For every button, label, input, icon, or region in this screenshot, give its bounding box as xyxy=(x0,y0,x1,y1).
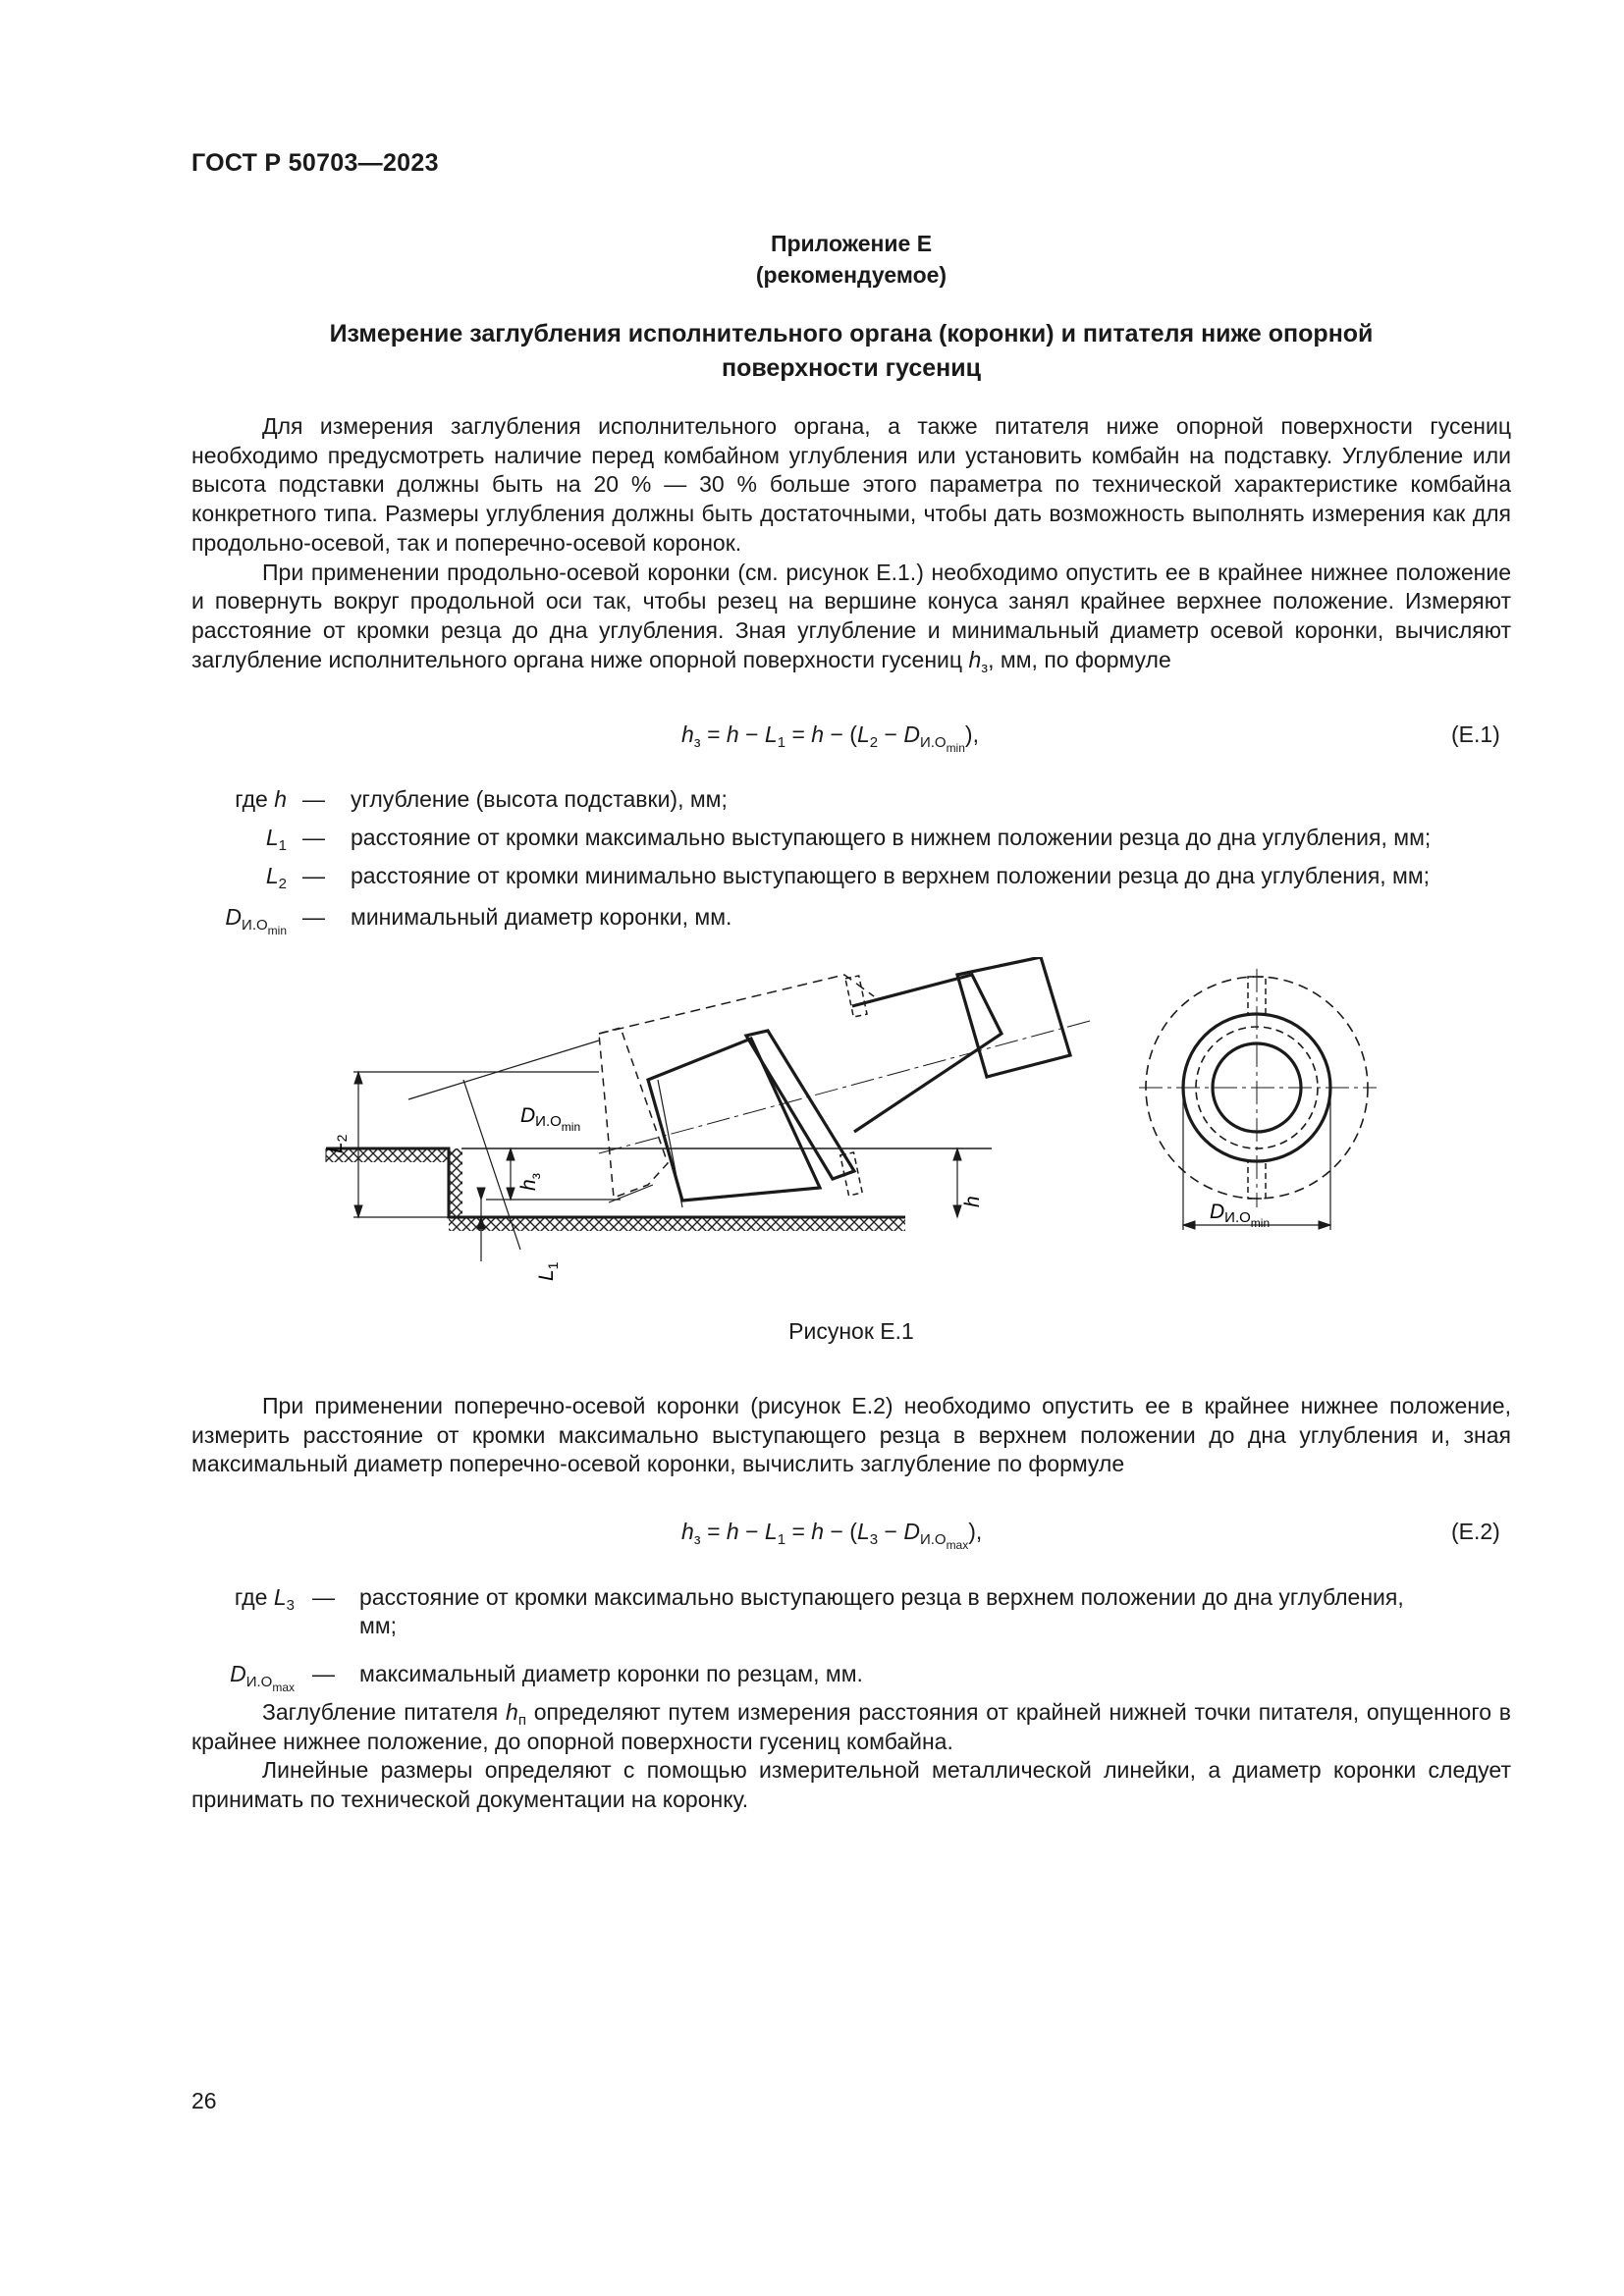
section-title xyxy=(191,317,1511,386)
def-subsubscript: min xyxy=(267,924,287,937)
def-subscript: 1 xyxy=(278,837,287,854)
def-symbol: h xyxy=(274,786,287,812)
formula-2-number: (Е.2) xyxy=(1451,1519,1500,1544)
crown-cone-dashed xyxy=(599,975,874,1034)
def-dash: — xyxy=(302,786,325,812)
formula-2-expression: $h_з = h - L_1 = h - (L_3 - D_{И.О_{max}})$, xyxy=(681,1519,983,1552)
def-symbol: D xyxy=(225,904,243,930)
page-number: 26 xyxy=(191,2088,217,2113)
def-symbol: L xyxy=(265,825,279,850)
paragraph-4-symbol: h xyxy=(506,1699,518,1725)
paragraph-2-symbol: h xyxy=(968,646,982,672)
document-header: ГОСТ Р 50703—2023 xyxy=(191,149,439,177)
paragraph-2-end: , мм, по формуле xyxy=(988,646,1171,672)
ground-lower-hatch-right xyxy=(699,1217,905,1231)
crown-axis xyxy=(599,1021,1090,1153)
label-D-min: $DИ.О_{min}$ xyxy=(520,1104,581,1134)
label-D-end: $DИ.О_{min}$ xyxy=(1210,1201,1271,1230)
def-dash: — xyxy=(312,1661,335,1686)
body-text-block-3 xyxy=(191,1698,1511,1815)
def-subsubscript: max xyxy=(272,1681,295,1694)
def-text: расстояние от кромки максимально выступающего резца в верхнем положении до дна углубления, xyxy=(359,1584,1404,1610)
crown-cone xyxy=(648,1039,820,1201)
def-dash: — xyxy=(312,1584,335,1610)
paragraph-1: Для измерения заглубления исполнительного органа, а также питателя ниже опорной поверхности гусениц необходимо предусмотреть наличие перед комбайном углубления или установить комбайн на подставку. Углубление или высота подставки должны быть на 20 % — 30 % больше этого параметра по технической характеристике комбайна конкретного типа. Размеры углубления должны быть достаточными, чтобы дать возможность выполнять измерения как для продольно-осевой, так и поперечно-осевой коронок. xyxy=(191,413,1511,556)
crown-flange xyxy=(746,1031,854,1179)
label-h: h xyxy=(961,1196,984,1207)
label-L1: $L_1$ xyxy=(535,1261,561,1281)
def-text: максимальный диаметр коронки по резцам, мм. xyxy=(359,1661,863,1686)
appendix-label: Приложение Е xyxy=(770,231,933,256)
paragraph-2-subscript: з xyxy=(981,659,989,676)
def-text: углубление (высота подставки), мм; xyxy=(351,786,728,812)
paragraph-5: Линейные размеры определяют с помощью измерительной металлической линейки, а диаметр коронки следует принимать по технической документации на коронку. xyxy=(191,1757,1511,1813)
appendix-status: (рекомендуемое) xyxy=(755,262,947,288)
motor-housing xyxy=(957,957,1070,1077)
def-text: расстояние от кромки максимально выступающего в нижнем положении резца до дна углубления, мм; xyxy=(351,825,1432,850)
cutter-dashed-bottom xyxy=(840,1152,862,1196)
ground-lower-hatch xyxy=(449,1217,699,1231)
def-dash: — xyxy=(302,825,325,850)
formula-2 xyxy=(681,1519,983,1552)
title-line-1: Измерение заглубления исполнительного органа (коронки) и питателя ниже опорной xyxy=(329,320,1374,347)
def-prefix: где xyxy=(235,786,268,812)
paragraph-4-subscript: п xyxy=(517,1712,526,1729)
step-hatch xyxy=(449,1148,462,1217)
def-subscript: И.О xyxy=(245,1674,273,1690)
paragraph-2-text: При применении продольно-осевой коронки (см. рисунок Е.1.) необходимо опустить ее в крайнее нижнее положение и повернуть вокруг продольной оси так, чтобы резец на вершине конуса занял крайнее верхнее положение. Измеряют расстояние от кромки резца до дна углубления. Зная углубление и минимальный диаметр осевой коронки, вычисляют заглубление исполнительного органа ниже опорной поверхности гусениц xyxy=(191,559,1511,672)
def-symbol: L xyxy=(265,863,279,888)
def-symbol: D xyxy=(230,1661,246,1686)
def-subscript: 3 xyxy=(286,1597,295,1614)
def-text: минимальный диаметр коронки, мм. xyxy=(351,904,732,930)
paragraph-3: При применении поперечно-осевой коронки (рисунок Е.2) необходимо опустить ее в крайнее нижнее положение, измерить расстояние от кромки максимально выступающего резца в верхнем положении до дна углубления и, зная максимальный диаметр поперечно-осевой коронки, вычислить заглубление по формуле xyxy=(191,1393,1511,1477)
def-subscript: И.О xyxy=(242,917,268,934)
figure-caption: Рисунок Е.1 xyxy=(788,1318,914,1344)
def-dash: — xyxy=(302,863,325,888)
label-h3: $h_з$ xyxy=(517,1172,543,1191)
cutter-dashed-top xyxy=(845,976,867,1017)
figure-e1 xyxy=(314,957,1394,1301)
label-L2: $L_2$ xyxy=(324,1134,350,1153)
paragraph-4: Заглубление питателя $h_п$ определяют путем измерения расстояния от крайней нижней точки питателя, опущенного в крайнее нижнее положение, до опорной поверхности гусениц комбайна. xyxy=(191,1699,1511,1754)
def-prefix: где xyxy=(234,1584,268,1610)
body-text-block-2 xyxy=(191,1392,1511,1479)
formula-1-expression: $h_з = h - L_1 = h - (L_2 - D_{И.О_{min}})$, xyxy=(681,721,979,755)
formula-1-number: (Е.1) xyxy=(1451,721,1500,747)
formula-1 xyxy=(681,721,979,755)
crown-end-view xyxy=(1139,969,1377,1230)
appendix-heading xyxy=(191,228,1511,291)
def-dash: — xyxy=(302,904,325,930)
def-text: расстояние от кромки минимально выступающего в верхнем положении резца до дна углубления, мм; xyxy=(351,863,1431,888)
def-subscript: 2 xyxy=(278,876,287,892)
def-symbol: L xyxy=(273,1584,287,1610)
paragraph-2 xyxy=(191,559,1511,675)
body-text-block-1 xyxy=(191,412,1511,674)
title-line-2: поверхности гусениц xyxy=(721,354,981,382)
def-text-continued: мм; xyxy=(359,1613,398,1638)
